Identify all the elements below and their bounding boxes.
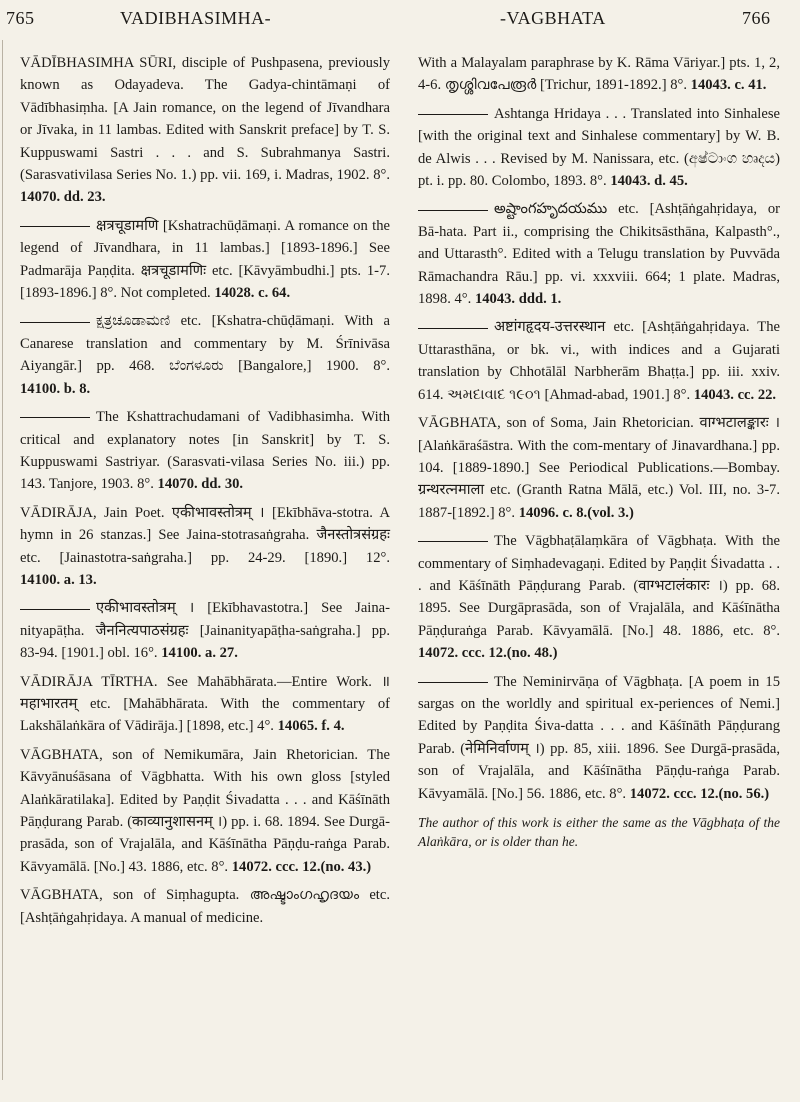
- catalogue-entry: [20, 502, 390, 592]
- entry-text: क्षत्रचूडामणि [Kshatrachūḍāmaṇi. A romance on the legend of Jīvandhara, in 11 lambas.] [1893-1896.] See Padmarāja Paṇḍita. क्षत्रचूडामणिः etc. [Kāvyāmbudhi.] pts. 1-7. [1893-1896.] 8°. Not completed.: [20, 217, 390, 302]
- footnote: The author of this work is either the same as the Vāgbhaṭa of the Alaṅkāra, or is older than he.: [418, 815, 780, 849]
- left-column: [20, 52, 390, 935]
- ditto-rule: [418, 682, 488, 683]
- ditto-rule: [418, 210, 488, 211]
- entry-text: VĀDIRĀJA TĪRTHA. See Mahābhārata.—Entire Work. ॥ महाभारतम् etc. [Mahābhārata. With the commentary of Lakshālaṅkāra of Vādirāja.] [1898, etc.] 4°.: [20, 673, 390, 735]
- page-number-left: 765: [6, 8, 35, 28]
- shelfmark: 14100. b. 8.: [20, 380, 91, 397]
- catalogue-entry: [20, 52, 390, 209]
- page-number-right: 766: [742, 8, 771, 28]
- entry-text: VĀDĪBHASIMHA SŪRI, disciple of Pushpasena, previously known as Odayadeva. The Gadya-chintāmaṇi of Vādībhasiṃha. [A Jain romance, on the legend of Jīvandhara or Jīvaka, in 11 lambas. Edited with Sanskrit preface] by T. S. Kuppuswami Sastri . . . and S. Subrahmanya Sastri. (Sarasvativilasa Series No. 1.) pp. vii. 169, i. Madras, 1902. 8°.: [20, 55, 390, 184]
- running-title-right: -VAGBHATA: [500, 8, 606, 28]
- catalogue-entry: [418, 103, 780, 193]
- entry-text: अष्टांगहृदय-उत्तरस्थान etc. [Ashṭāṅgahṛidaya. The Uttarasthāna, or bk. vi., with indices and a Gujarati translation by Chhotālāl Narbherām Bhaṭṭa.] pp. iii. xxiv. 614. અમદાવાદ ૧૯૦૧ [Ahmad-abad, 1901.] 8°.: [418, 319, 780, 403]
- ditto-rule: [20, 609, 90, 610]
- shelfmark: 14100. a. 27.: [161, 645, 238, 662]
- running-header: [0, 8, 800, 38]
- ditto-rule: [418, 114, 488, 115]
- shelfmark: 14072. ccc. 12.(no. 43.): [231, 858, 372, 875]
- ditto-rule: [418, 541, 488, 542]
- shelfmark: 14028. c. 64.: [214, 285, 291, 302]
- entry-text: With a Malayalam paraphrase by K. Rāma Vāriyar.] pts. 1, 2, 4-6. തൃശ്ശിവപേരൂർ [Trichur, 1891-1892.] 8°.: [418, 55, 780, 94]
- entry-text: The Vāgbhaṭālaṃkāra of Vāgbhaṭa. With the commentary of Siṃhadevagaṇi. Edited by Paṇḍit Śivadatta . . . and Kāśīnāth Pāṇḍurang Parab. (वाग्भटालंकारः ।) pp. 68. 1895. See Durgāprasāda, son of Vrajalāla, and Kāśīnātha Pāṇḍuraṅga Parab. Kāvyamālā. [No.] 48. 1886, etc. 8°.: [418, 533, 780, 639]
- entry-text: एकीभावस्तोत्रम् । [Ekībhavastotra.] See Jaina-nityapāṭha. जैननित्यपाठसंग्रहः [Jainanityapāṭha-saṅgraha.] pp. 83-94. [1901.] obl. 16°.: [20, 600, 390, 662]
- catalogue-entry: [418, 671, 780, 805]
- catalogue-entry: [20, 744, 390, 878]
- shelfmark: 14096. c. 8.(vol. 3.): [518, 504, 634, 521]
- ditto-rule: [20, 322, 90, 323]
- entry-text: అష్టాంగహృదయము etc. [Ashṭāṅgahṛidaya, or Bā-hata. Part ii., comprising the Chikitsāsthāna, Kalpasth°., and Uttarasth°. Edited with a Telugu translation by Puvvāda Rāmachandra Rāu.] pp. vi. xxxviii. 664; 1 plate. Madras, 1898. 4°.: [418, 201, 780, 308]
- entry-text: VĀGBHATA, son of Soma, Jain Rhetorician. वाग्भटालङ्कारः । [Alaṅkāraśāstra. With the com-mentary of Jinavardhana.] pp. 104. [1889-1890.] See Periodical Publications.—Bombay. ग्रन्थरत्नमाला etc. (Granth Ratna Mālā, etc.) Vol. III, no. 3-7. 1887-[1892.] 8°.: [418, 415, 780, 521]
- catalogue-entry: [20, 597, 390, 664]
- catalogue-entry: [20, 215, 390, 305]
- ditto-rule: [418, 328, 488, 329]
- entry-text: The Neminirvāṇa of Vāgbhaṭa. [A poem in 15 sargas on the worldly and spiritual ex-periences of Nemi.] Edited by Paṇḍita Śiva-datta . . . and Kāśīnāth Pāṇḍurang Parab. (नेमिनिर्वाणम् ।) pp. 85, xiii. 1896. See Durgā-prasāda, son of Vrajalāla, and Kāśīnātha Pāṇḍu-raṅga Parab. Kāvyamālā. [No.] 56. 1886, etc. 8°.: [418, 673, 780, 802]
- shelfmark: 14065. f. 4.: [277, 718, 345, 735]
- shelfmark: 14070. dd. 30.: [157, 476, 244, 493]
- shelfmark: 14043. cc. 22.: [693, 386, 777, 403]
- entry-text: The Kshattrachudamani of Vadibhasimha. With critical and explanatory notes [in Sanskrit] by T. S. Kuppuswami Sastriyar. (Sarasvati-vilasa Series No. iii.) pp. 143. Tanjore, 1903. 8°.: [20, 409, 390, 493]
- shelfmark: 14043. d. 45.: [610, 173, 688, 190]
- catalogue-entry: [418, 52, 780, 97]
- entry-text: Ashtanga Hridaya . . . Translated into Sinhalese [with the original text and Sinhalese commentary] by W. B. de Alwis . . . Revised by M. Nanissara, etc. (අෂ්ටාංග හෘදය) pt. i. pp. 80. Colombo, 1893. 8°.: [418, 105, 780, 190]
- catalogue-entry: [418, 316, 780, 406]
- ditto-rule: [20, 417, 90, 418]
- catalogue-entry: [418, 530, 780, 664]
- shelfmark: 14072. ccc. 12.(no. 56.): [629, 785, 770, 802]
- catalogue-entry: [20, 671, 390, 738]
- catalogue-entry: [20, 884, 390, 929]
- entry-text: ಕ್ಷತ್ರಚೂಡಾಮಣಿ etc. [Kshatra-chūḍāmaṇi. With a Canarese translation and commentary by M. Śrīnivāsa Aiyangār.] pp. 468. ಬೆಂಗಳೂರು [Bangalore,] 1900. 8°.: [20, 313, 390, 375]
- catalogue-entry: [418, 198, 780, 310]
- shelfmark: 14072. ccc. 12.(no. 48.): [418, 645, 558, 662]
- right-column: [418, 52, 780, 851]
- catalogue-entry: [20, 406, 390, 496]
- entry-text: VĀDIRĀJA, Jain Poet. एकीभावस्तोत्रम् । [Ekībhāva-stotra. A hymn in 26 stanzas.] See Jaina-stotrasaṅgraha. जैनस्तोत्रसंग्रहः etc. [Jainastotra-saṅgraha.] pp. 24-29. [1890.] 12°.: [20, 504, 390, 566]
- entry-text: VĀGBHATA, son of Nemikumāra, Jain Rhetorician. The Kāvyānuśāsana of Vāgbhatta. With his own gloss [styled Alaṅkāratilaka]. Edited by Paṇḍit Śivadatta . . . and Kāśīnāth Pāṇḍurang Parab. (काव्यानुशासनम् ।) pp. i. 68. 1894. See Durgā-prasāda, son of Vrajalāla, and Kāśīnātha Pāṇḍu-raṅga Parab. Kāvyamālā. [No.] 43. 1886, etc. 8°.: [20, 746, 390, 875]
- left-margin-rule: [2, 40, 3, 1080]
- catalogue-entry: [418, 412, 780, 524]
- catalogue-entry: [20, 310, 390, 400]
- ditto-rule: [20, 226, 90, 227]
- shelfmark: 14070. dd. 23.: [20, 189, 106, 206]
- shelfmark: 14043. c. 41.: [690, 77, 767, 94]
- shelfmark: 14043. ddd. 1.: [474, 291, 562, 308]
- entry-text: VĀGBHATA, son of Siṃhagupta. അഷ്ടാംഗഹൃദയം etc. [Ashṭāṅgahṛidaya. A manual of medicine.: [20, 887, 390, 926]
- running-title-left: VADIBHASIMHA-: [120, 8, 272, 28]
- shelfmark: 14100. a. 13.: [20, 571, 97, 588]
